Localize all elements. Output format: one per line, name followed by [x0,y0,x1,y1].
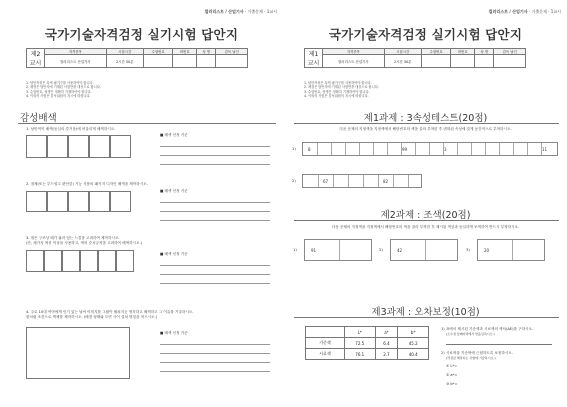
swatch-slot[interactable] [68,191,89,212]
strip-value: 99 [402,147,408,152]
row-label: 3) [466,247,470,252]
swatch-slot[interactable] [26,135,47,158]
mix-box-1[interactable] [304,239,372,261]
question-3: 3. 접은 구조상 배가 흘러 덮는 느낌을 고려하여 제작하시오. (단, 세가지 색상 이상을 사용하고, 색의 순서규칙을 고려하여 배색하시오.) [26,236,143,245]
criteria-line[interactable] [160,265,270,266]
task2-desc: 다음 문제의 지정색을 지정색에서 해당번호의 색을 골라 부착한 후 제시된 색상과 동일하게 조색하여 반드시 부착하시오. [331,225,520,229]
answer-line[interactable] [446,344,552,345]
table-row: 시료색 76.1 2.7 40.4 [306,349,429,360]
criteria-line[interactable] [160,353,270,354]
notes: 1. 답안작성은 흑색 필기구를 사용하여야 합니다. 2. 채점은 답안지에 기재된 사항만을 대상으로 합니다. 3. 수험번호, 성명은 정확히 기재하여야 합니다. 4. 이외의 사항은 감독위원의 지시에 따릅니다. [26,81,101,99]
swatch-slot[interactable] [47,135,68,158]
notes: 1. 답안작성은 흑색 필기구를 사용하여야 합니다. 2. 채점은 답안지에 기재된 사항만을 대상으로 합니다. 3. 수험번호, 성명은 정확히 기재하여야 합니다. 4. 이외의 사항은 감독위원의 지시에 따릅니다. [304,81,379,99]
task3-q1-note: (소수점 둘째자리에서 반올림하시오.) [446,332,495,336]
swatch-slot[interactable] [62,250,80,272]
swatch-slot[interactable] [89,191,110,212]
task1-desc: 다음 문제의 지정색을 지정색에서 해당번호의 색을 골라 부착한 후 변화된 속성에 맞게 동간적으로 부착하시오. [339,127,512,131]
criteria-line[interactable] [160,344,270,345]
answer-label-a: ② a*= [446,373,458,377]
row-label: 2) [379,247,383,252]
criteria-line[interactable] [160,155,270,156]
swatch-slot[interactable] [47,191,68,212]
criteria-line[interactable] [160,220,270,221]
info-table: 제2교시 자격종목 시험시간 수험번호 비번호 성 명 감독 날인 컬러리스트 산업기사 2시간 30분 [26,48,248,68]
hue-strip-1[interactable] [302,142,558,156]
subject-cell: 컬러리스트 산업기사 [323,55,385,68]
hue-strip-2[interactable] [302,174,422,188]
header-tag: 컬러리스트 / 산업기사 · 기출문제 · 1교시 [204,9,277,14]
task3-title: 제3과제 : 오차보정(10점) [371,307,480,318]
criteria-line[interactable] [160,164,270,165]
answer-label-l: ① L*= [446,364,458,368]
supervisor-seal-field[interactable] [216,55,248,68]
criteria-line[interactable] [160,362,270,363]
swatch-grid-2 [26,191,131,212]
info-table: 제1교시 자격종목 시험시간 수험번호 비번호 성 명 감독 날인 컬러리스트 산업기사 2시간 30분 [304,48,526,68]
time-cell: 2시간 30분 [384,55,421,68]
left-answer-page [4,3,279,404]
mix-box-2[interactable] [390,239,458,261]
swatch-slot[interactable] [68,135,89,158]
task1-title: 제1과제 : 3속성테스트(20점) [363,113,488,124]
swatch-slot[interactable] [26,250,44,272]
mix-box-3[interactable] [477,239,545,261]
criteria-label: ■ 배색 선정 기준 [160,133,188,137]
divider [294,220,559,221]
divider [294,317,559,318]
swatch-grid-3 [26,250,134,272]
mix-value: 91 [311,248,317,253]
criteria-line[interactable] [160,283,270,284]
swatch-slot[interactable] [98,250,116,272]
criteria-label: ■ 배색 선정 기준 [160,252,188,256]
criteria-label: ■ 배색 선정 기준 [160,189,188,193]
supervisor-seal-field[interactable] [494,55,526,68]
doc-title: 국가기술자격검정 실기시험 답안지 [328,27,523,42]
row-label: 1) [293,247,297,252]
task3-q1: 1) 표에서 제시된 기준색과 시료색의 색차(ΔE)를 구하시오. [441,327,534,331]
swatch-slot[interactable] [80,250,98,272]
strip-value: 11 [542,147,548,152]
session-label: 제1교시 [305,49,323,68]
question-1: 1. 낭만적이 배색(동심의 즐거움)에 어울리게 배색하시오. [26,127,116,131]
task3-q2: 2) 시료색을 기준색에 근접하도록 보정하시오. [441,351,513,355]
strip-value: 67 [323,179,329,184]
criteria-label: ■ 배색 선정 기준 [160,331,188,335]
mix-value: 42 [397,248,403,253]
swatch-slot[interactable] [110,135,131,158]
color-diff-table: L* a* b* 기준색 72.5 6.4 45.2 시료색 76.1 2.7 40.4 [305,326,429,360]
swatch-slot[interactable] [26,191,47,212]
secret-number-field[interactable] [173,55,197,68]
divider [294,123,559,124]
right-answer-page [288,3,563,404]
table-row: 기준색 72.5 6.4 45.2 [306,338,429,349]
name-field[interactable] [196,55,216,68]
secret-number-field[interactable] [451,55,475,68]
mix-value: 20 [484,248,490,253]
divider [18,123,276,124]
header-tag: 컬러리스트 / 산업기사 · 기출문제 · 1교시 [488,9,561,14]
strip-value: 3 [444,147,447,152]
task3-q2-note: (작성값 해당되는 사항에 기술하시오.) [446,356,496,360]
row-label: 2) [292,178,296,183]
task2-title: 제2과제 : 조색(20점) [380,210,471,221]
question-2: 2. 절제(또는 부드럽고 편안한) 기능 식품의 패키지 디자인 배색을 제작하시오. [26,182,148,186]
swatch-slot[interactable] [116,250,134,272]
session-label: 제2교시 [27,49,45,68]
exam-number-field[interactable] [421,55,451,68]
answer-label-b: ③ b*= [446,382,458,386]
section-title: 감성배색 [20,113,57,124]
strip-value: 8 [308,147,311,152]
criteria-line[interactable] [160,202,270,203]
swatch-slot[interactable] [44,250,62,272]
subject-cell: 컬러리스트 산업기사 [45,55,107,68]
swatch-slot[interactable] [26,327,130,379]
time-cell: 2시간 30분 [106,55,143,68]
swatch-slot[interactable] [110,191,131,212]
row-label: 1) [292,146,296,151]
criteria-line[interactable] [160,146,270,147]
swatch-grid-1 [26,135,131,158]
question-4: 4. 주로 10대 여아에게 인기 있는 날씨 이미지를 그림이 펼쳐지듯 생각하고 배색하고 그 이유를 기술하시오. 물처럼 조건으로 색채를 제작하시오. (배경 형태와 도면 사이 설치 명칭을 적으시오.) [26,310,194,319]
name-field[interactable] [474,55,494,68]
swatch-panel-4 [26,327,130,379]
exam-number-field[interactable] [143,55,173,68]
doc-title: 국가기술자격검정 실기시험 답안지 [44,27,239,42]
criteria-line[interactable] [160,211,270,212]
criteria-line[interactable] [160,371,270,372]
strip-value: 82 [383,179,389,184]
criteria-line[interactable] [160,274,270,275]
swatch-slot[interactable] [89,135,110,158]
